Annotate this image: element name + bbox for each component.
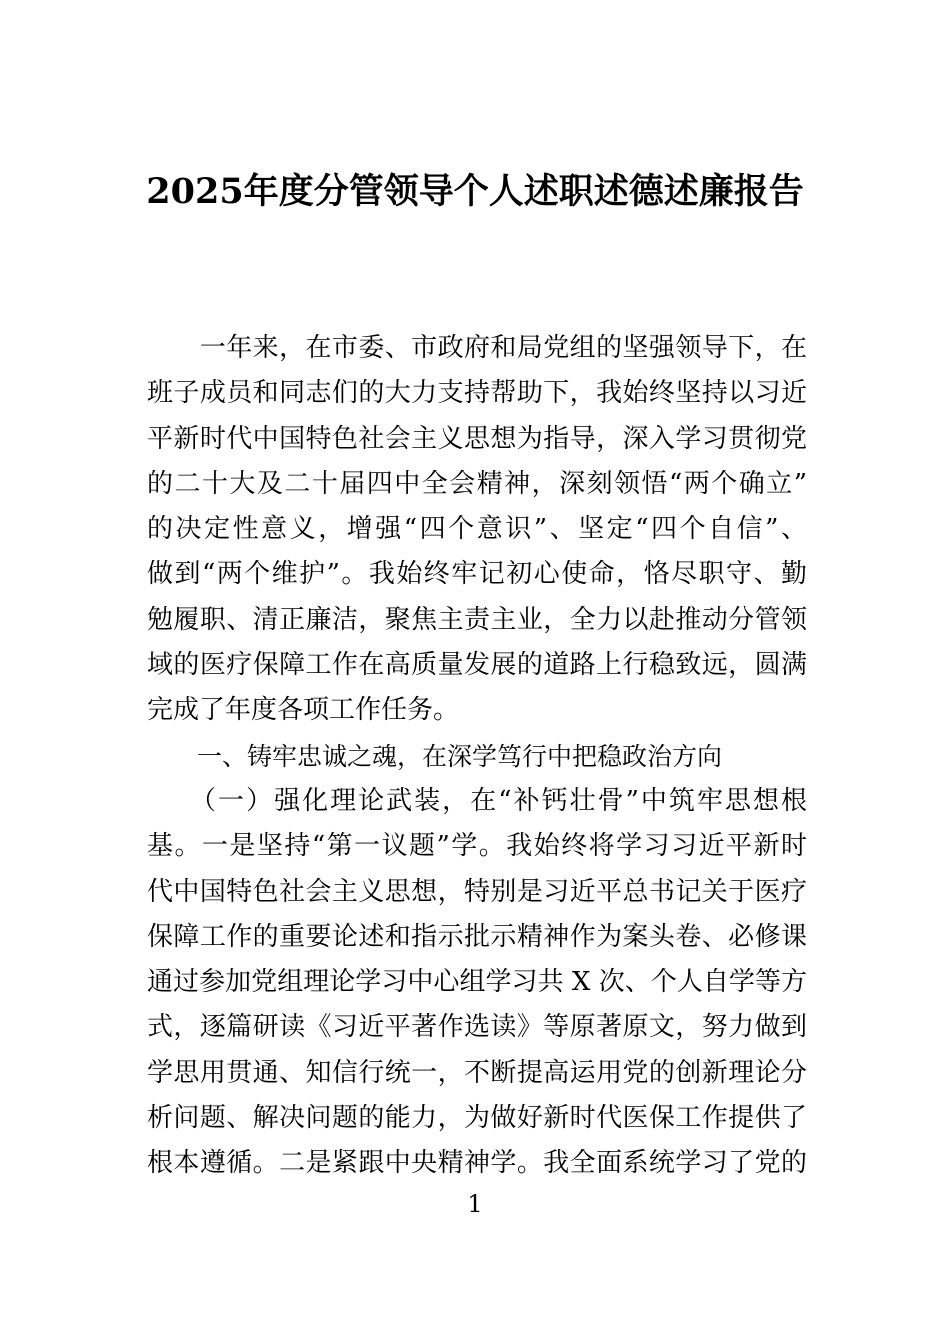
- paragraph-line: 式，逐篇研读《习近平著作选读》等原著原文，努力做到: [147, 1012, 807, 1043]
- paragraph-line: 学思用贯通、知信行统一，不断提高运用党的创新理论分: [147, 1057, 807, 1088]
- paragraph-line: 做到“两个维护”。我始终牢记初心使命，恪尽职守、勤: [147, 559, 807, 590]
- paragraph-line: 完成了年度各项工作任务。: [147, 695, 460, 726]
- document-title: 2025年度分管领导个人述职述德述廉报告: [146, 171, 804, 212]
- paragraph-line: （一）强化理论武装，在“补钙壮骨”中筑牢思想根: [147, 785, 807, 816]
- paragraph-line: 析问题、解决问题的能力，为做好新时代医保工作提供了: [147, 1103, 807, 1134]
- section-heading: 一、铸牢忠诚之魂，在深学笃行中把稳政治方向: [147, 741, 723, 771]
- paragraph-line: 的决定性意义，增强“四个意识”、坚定“四个自信”、: [147, 514, 807, 545]
- paragraph-line: 平新时代中国特色社会主义思想为指导，深入学习贯彻党: [147, 423, 807, 454]
- paragraph-line: 基。一是坚持“第一议题”学。我始终将学习习近平新时: [147, 831, 807, 862]
- paragraph-line: 勉履职、清正廉洁，聚焦主责主业，全力以赴推动分管领: [147, 604, 807, 635]
- paragraph-line: 一年来，在市委、市政府和局党组的坚强领导下，在: [147, 333, 807, 363]
- paragraph-line: 代中国特色社会主义思想，特别是习近平总书记关于医疗: [147, 876, 807, 907]
- document-body: [147, 326, 807, 1187]
- paragraph-line: 根本遵循。二是紧跟中央精神学。我全面系统学习了党的: [147, 1148, 807, 1179]
- paragraph-line: 班子成员和同志们的大力支持帮助下，我始终坚持以习近: [147, 378, 807, 409]
- paragraph-line: 通过参加党组理论学习中心组学习共 X 次、个人自学等方: [147, 967, 807, 998]
- page-number: 1: [467, 1190, 483, 1218]
- paragraph-line: 保障工作的重要论述和指示批示精神作为案头卷、必修课: [147, 921, 807, 952]
- paragraph-line: 的二十大及二十届四中全会精神，深刻领悟“两个确立”: [147, 468, 807, 499]
- paragraph-line: 域的医疗保障工作在高质量发展的道路上行稳致远，圆满: [147, 650, 807, 681]
